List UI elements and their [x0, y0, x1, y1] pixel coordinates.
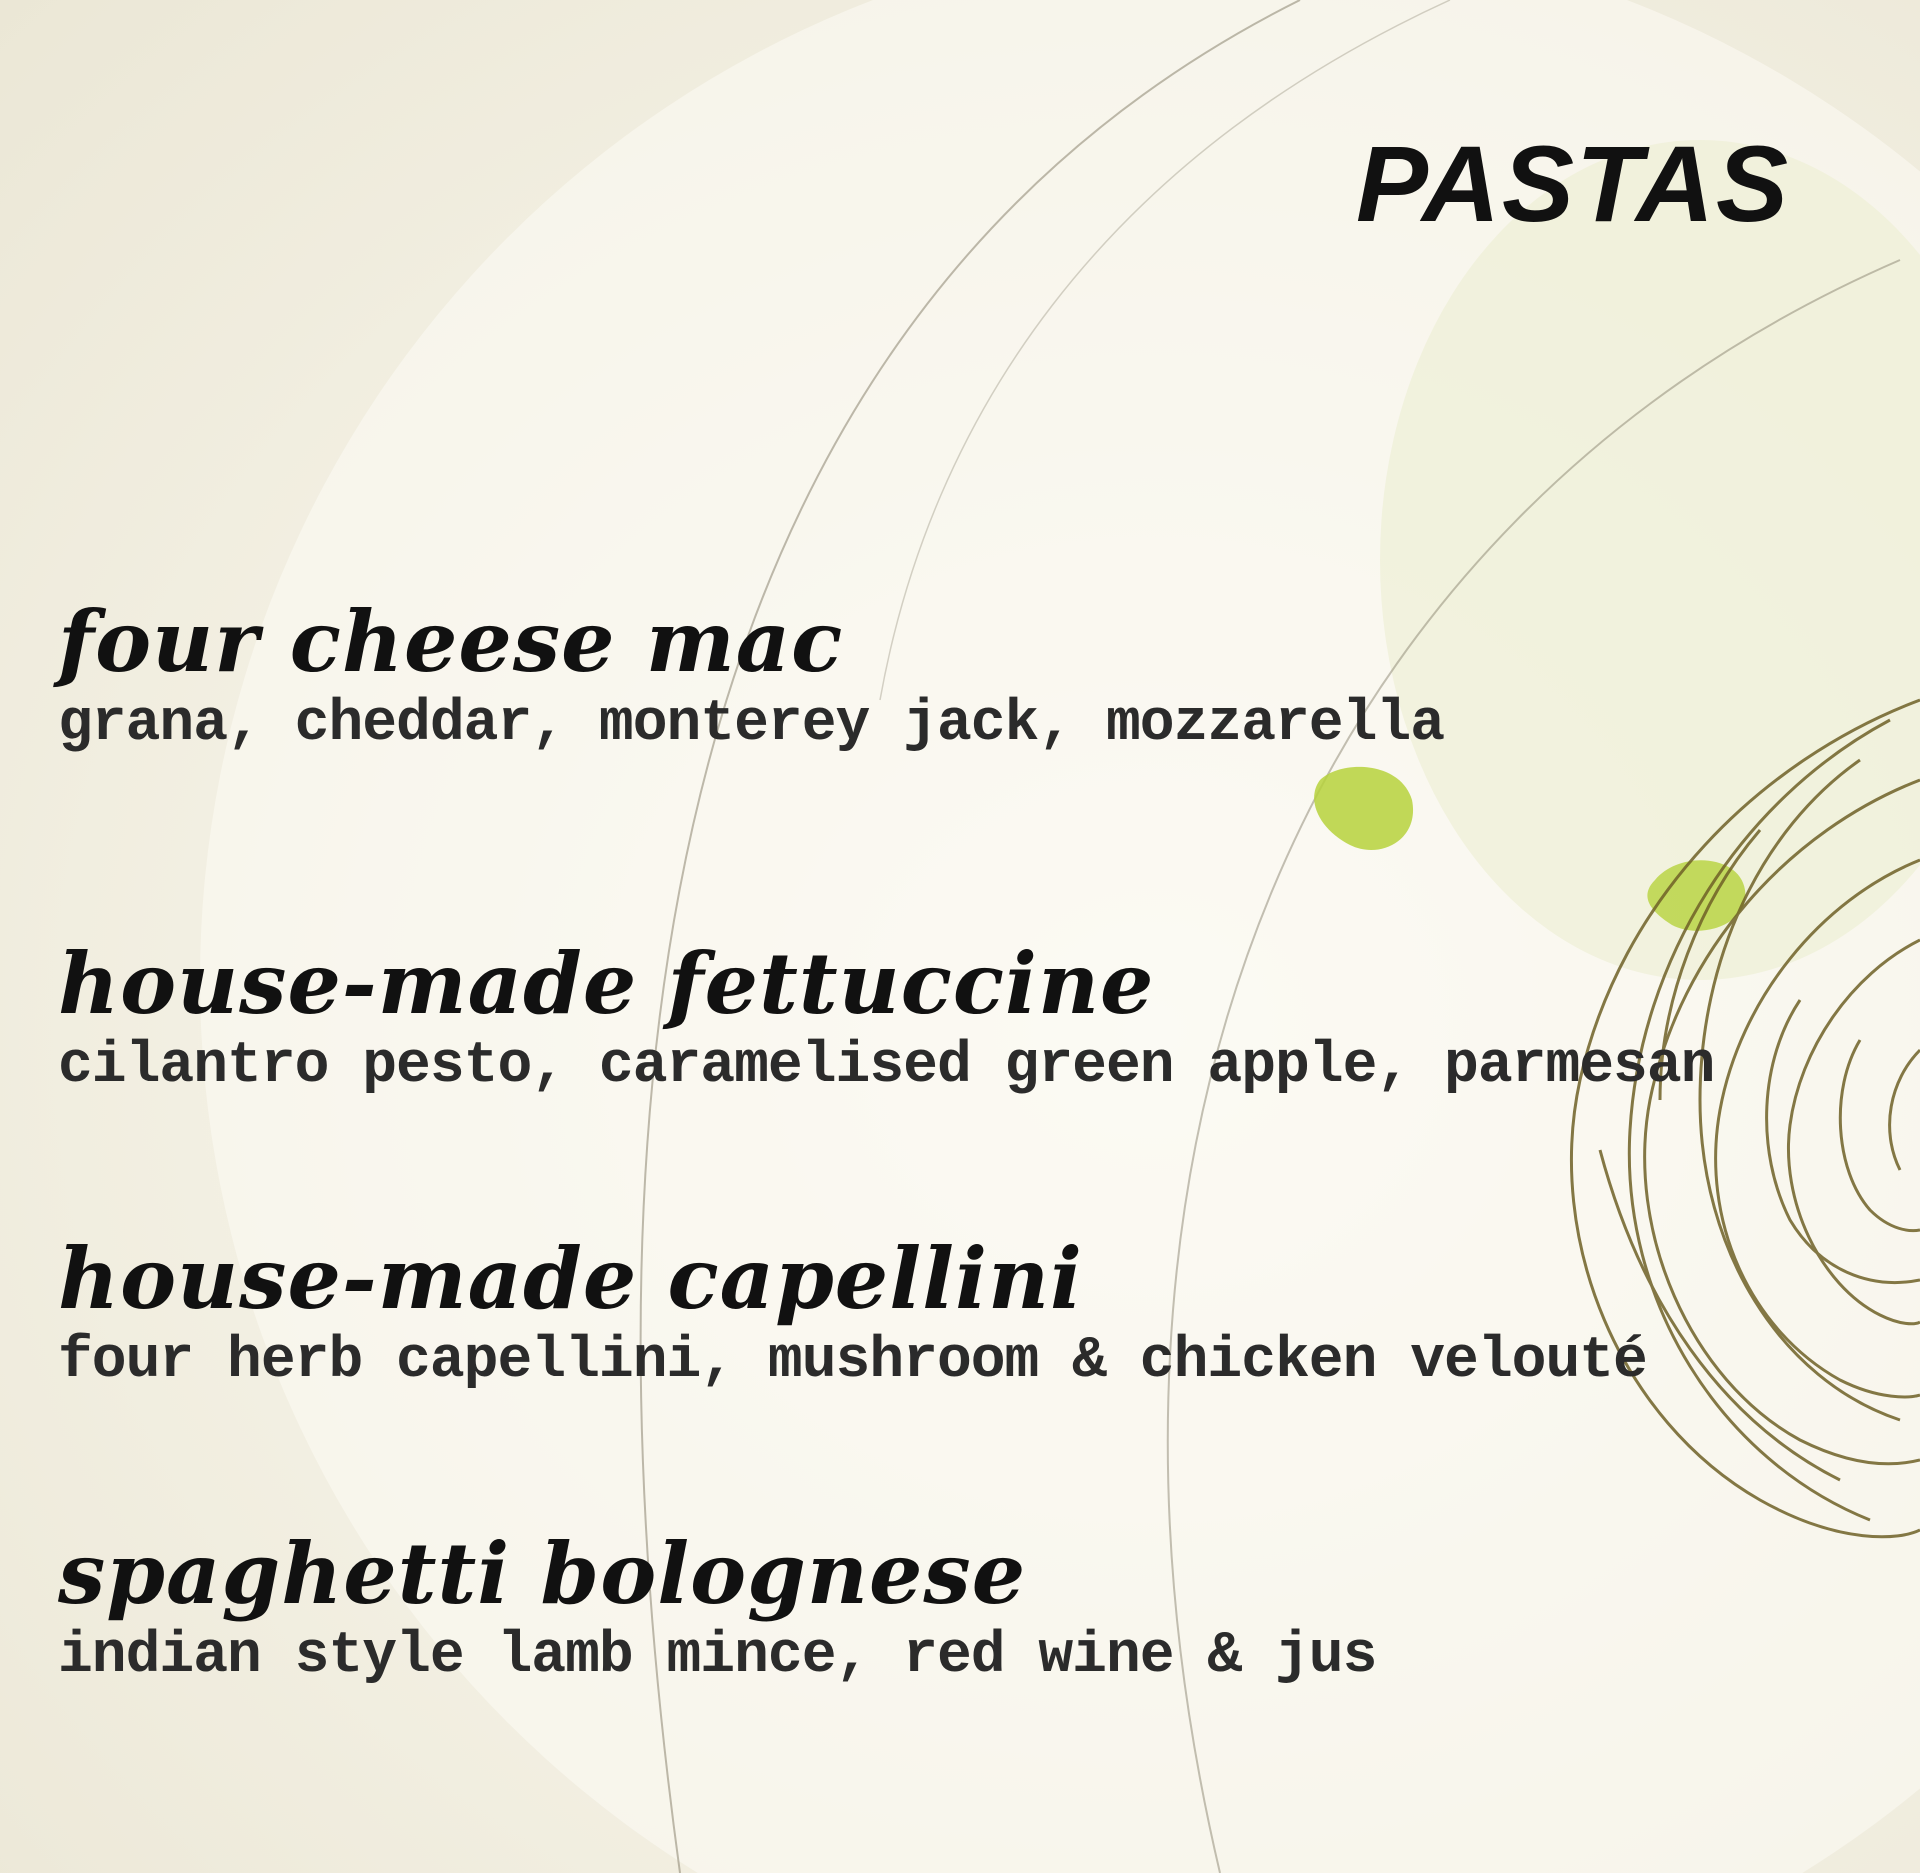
dish-description: indian style lamb mince, red wine & jus [58, 1624, 1377, 1690]
menu-item [58, 1524, 1858, 1691]
menu-item [58, 934, 1858, 1101]
menu-item [58, 1229, 1858, 1396]
menu-item [58, 592, 1858, 759]
dish-name: spaghetti bolognese [58, 1524, 1027, 1623]
dish-description: four herb capellini, mushroom & chicken velouté [58, 1329, 1647, 1395]
dish-name: four cheese mac [58, 592, 844, 691]
menu-title: PASTAS [1355, 123, 1790, 245]
dish-description: cilantro pesto, caramelised green apple, parmesan [58, 1034, 1715, 1100]
dish-name: house-made fettuccine [58, 934, 1155, 1033]
dish-description: grana, cheddar, monterey jack, mozzarella [58, 692, 1445, 758]
dish-name: house-made capellini [58, 1229, 1083, 1328]
